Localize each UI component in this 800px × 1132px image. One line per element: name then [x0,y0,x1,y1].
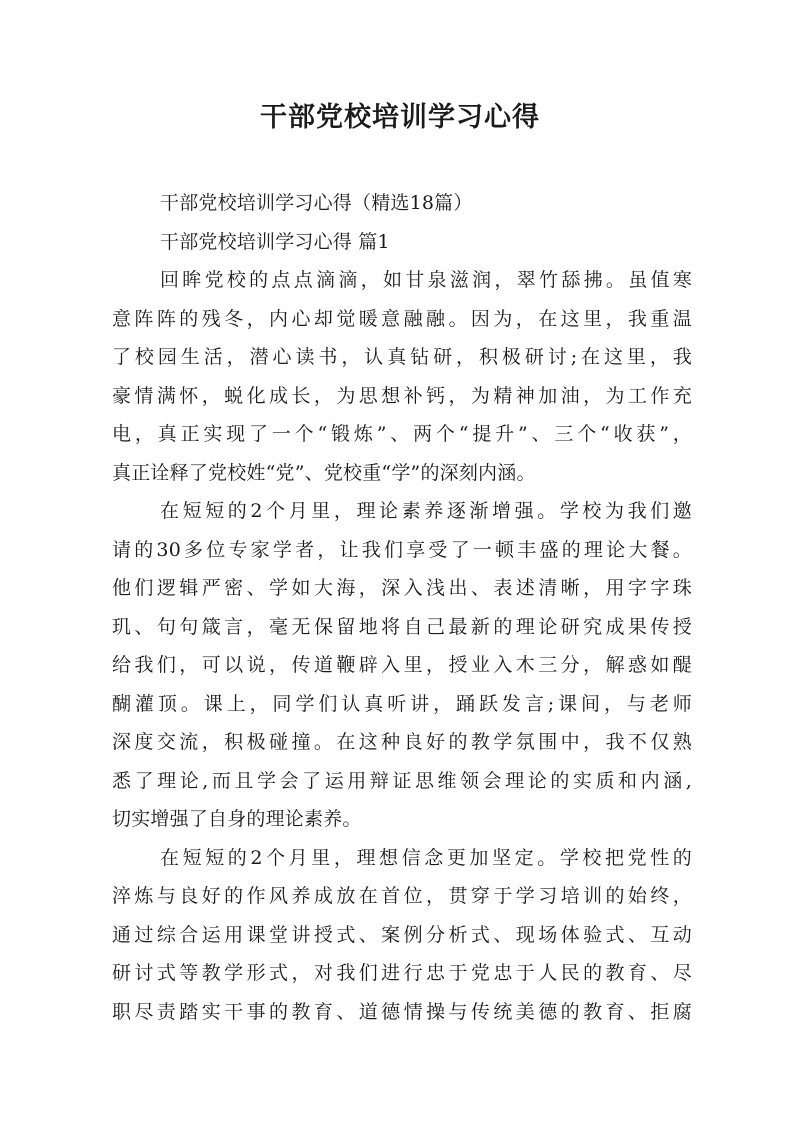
text-line: 悉了理论,而且学会了运用辩证思维领会理论的实质和内涵, [112,769,692,792]
text-line: 了校园生活，潜心读书，认真钻研，积极研讨;在这里，我 [112,346,692,368]
text-line: 给我们，可以说，传道鞭辟入里，授业入木三分，解惑如醍 [112,654,692,676]
document-title: 干部党校培训学习心得 [260,102,540,133]
text-line: 回眸党校的点点滴滴，如甘泉滋润，翠竹舔拂。虽值寒 [160,269,692,291]
text-line: 电，真正实现了一个“锻炼”、两个“提升”、三个“收获”， [112,423,692,445]
text-line: 研讨式等教学形式，对我们进行忠于党忠于人民的教育、尽 [112,962,692,984]
paragraph-1 [112,261,692,492]
text-line: 豪情满怀，蜕化成长，为思想补钙，为精神加油，为工作充 [112,384,692,407]
paragraph-3 [112,839,692,1032]
document-subtitle: 干部党校培训学习心得（精选18篇） [160,192,473,214]
text-line: 真正诠释了党校姓“党”、党校重“学”的深刻内涵。 [112,461,536,484]
text-line: 玑、句句箴言，毫无保留地将自己最新的理论研究成果传授 [112,615,692,638]
text-line: 淬炼与良好的作风养成放在首位，贯穿于学习培训的始终， [112,885,692,907]
text-line: 通过综合运用课堂讲授式、案例分析式、现场体验式、互动 [112,923,692,946]
text-line: 深度交流，积极碰撞。在这种良好的教学氛围中，我不仅熟 [112,731,692,753]
document-body [112,184,692,1031]
text-line: 意阵阵的残冬，内心却觉暖意融融。因为，在这里，我重温 [112,307,692,330]
paragraph-2 [112,492,692,839]
text-line: 他们逻辑严密、学如大海，深入浅出、表述清晰，用字字珠 [112,577,692,599]
text-line: 在短短的2个月里，理论素养逐渐增强。学校为我们邀 [160,500,692,522]
text-line: 请的30多位专家学者，让我们享受了一顿丰盛的理论大餐。 [112,538,692,561]
text-line: 职尽责踏实干事的教育、道德情操与传统美德的教育、拒腐 [112,1000,692,1023]
section-heading: 干部党校培训学习心得 篇1 [160,230,390,253]
text-line: 在短短的2个月里，理想信念更加坚定。学校把党性的 [160,846,692,869]
text-line: 醐灌顶。课上，同学们认真听讲，踊跃发言;课间，与老师 [112,692,692,715]
text-line: 切实增强了自身的理论素养。 [112,808,362,830]
